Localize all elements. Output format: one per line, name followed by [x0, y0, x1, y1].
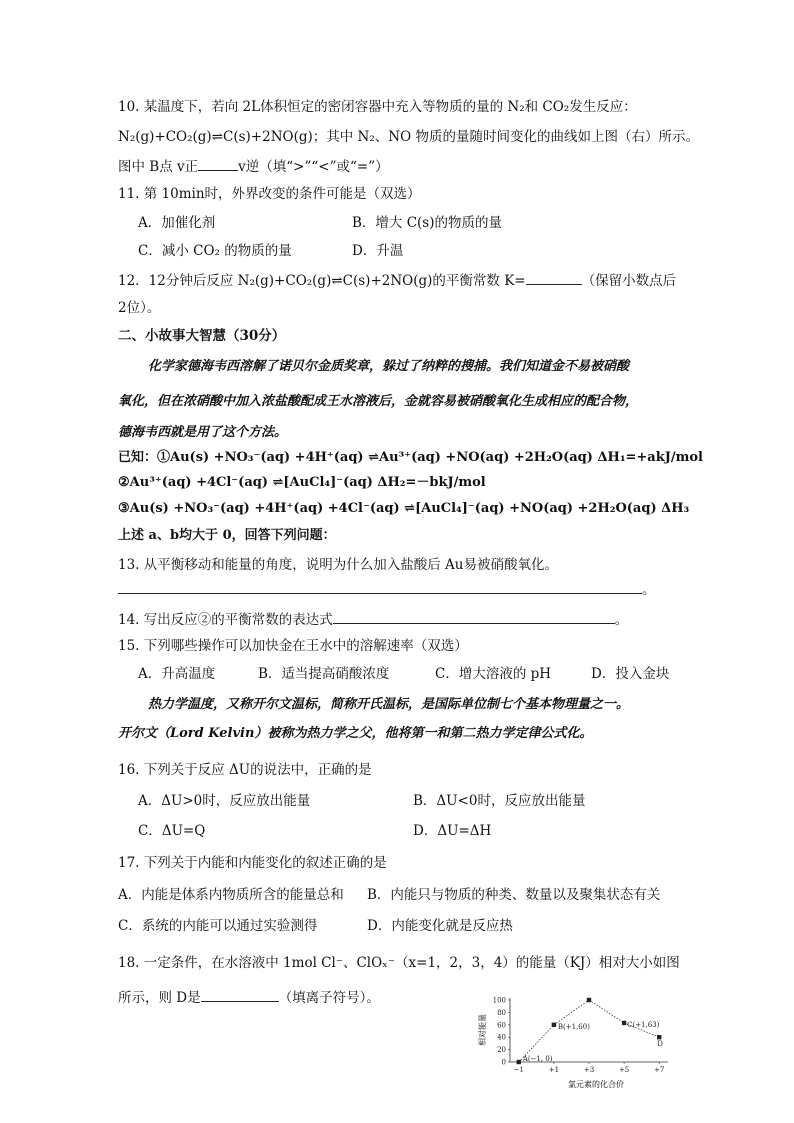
q15-option-d[interactable]: D．投入金块: [591, 666, 670, 682]
data-point-marker: [517, 1060, 521, 1064]
q14-line: [118, 609, 628, 630]
x-tick-label: −1: [513, 1066, 524, 1074]
story2-line1: 热力学温度，又称开尔文温标，简称开氏温标，是国际单位制七个基本物理量之一。: [148, 697, 630, 712]
q10-line3-b: v逆（填“>”“<”或“=”）: [238, 159, 389, 175]
data-point-marker: [657, 1035, 661, 1039]
q15-option-c[interactable]: C．增大溶液的 pH: [435, 666, 552, 682]
q14-end: 。: [614, 612, 629, 628]
q12-line1-a: 12．12分钟后反应 N₂(g)+CO₂(g)⇌C(s)+2NO(g)的平衡常数 K=: [118, 273, 526, 289]
q18-answer-blank[interactable]: [201, 987, 279, 1002]
known-note: 上述 a、b均大于 0，回答下列问题：: [118, 528, 336, 543]
q18-line1: 18. 一定条件，在水溶液中 1mol Cl⁻、ClOₓ⁻（x=1，2，3，4）的能量（KJ）相对大小如图: [118, 955, 680, 971]
q18-line2-b: （填离子符号）。: [278, 990, 380, 1006]
q12-line1: [118, 270, 676, 291]
series-segment: [554, 1000, 589, 1025]
q15-stem: 15. 下列哪些操作可以加快金在王水中的溶解速率（双选）: [118, 638, 468, 654]
q16-option-a[interactable]: A．ΔU>0时，反应放出能量: [138, 793, 311, 809]
q12-answer-blank[interactable]: [526, 270, 582, 285]
story2-line2: 开尔文（Lord Kelvin）被称为热力学之父，他将第一和第二热力学定律公式化。: [118, 726, 593, 741]
q11-stem: 11. 第 10min时，外界改变的条件可能是（双选）: [118, 186, 421, 202]
data-point-marker: [552, 1023, 556, 1027]
energy-chart: [476, 990, 676, 1090]
x-axis-label: 氯元素的化合价: [568, 1080, 624, 1089]
q16-option-b[interactable]: B．ΔU<0时，反应放出能量: [413, 793, 586, 809]
story1-line2: 氧化，但在浓硝酸中加入浓盐酸配成王水溶液后，金就容易被硝酸氧化生成相应的配合物，: [118, 394, 639, 409]
q14-answer-blank[interactable]: [333, 609, 615, 624]
x-tick-label: +3: [583, 1066, 595, 1074]
q13-answer-blank[interactable]: [118, 579, 642, 594]
q10-line2: N₂(g)+CO₂(g)⇌C(s)+2NO(g)；其中 N₂、NO 物质的量随时间变化的曲线如上图（右）所示。: [118, 129, 699, 145]
y-tick-label: 20: [497, 1046, 506, 1055]
q17-option-a[interactable]: A．内能是体系内物质所含的能量总和: [118, 887, 344, 903]
q11-option-c[interactable]: C．减小 CO₂ 的物质的量: [138, 243, 292, 259]
data-point-label: A(−1, 0): [522, 1055, 553, 1063]
q13-answer-line: [118, 579, 656, 600]
story1-line3: 德海韦西就是用了这个方法。: [118, 425, 288, 440]
q17-option-d[interactable]: D．内能变化就是反应热: [367, 918, 513, 934]
q12-line2: 2位）。: [118, 300, 161, 316]
x-tick-label: +7: [654, 1066, 665, 1074]
y-tick-label: 40: [497, 1033, 506, 1042]
q10-line3-a: 图中 B点 v正: [118, 159, 199, 175]
q16-option-d[interactable]: D．ΔU=ΔH: [413, 823, 492, 839]
q10-line1: 10. 某温度下，若向 2L体积恒定的密闭容器中充入等物质的量的 N₂和 CO₂发生反应：: [118, 99, 637, 115]
q11-option-d[interactable]: D．升温: [352, 243, 404, 259]
q17-option-c[interactable]: C．系统的内能可以通过实验测得: [118, 918, 318, 934]
q18-line2: [118, 987, 380, 1008]
y-tick-label: 0: [501, 1058, 506, 1067]
q10-answer-blank[interactable]: [198, 156, 238, 171]
data-point-label: C(+1,63): [627, 1020, 660, 1029]
known-reaction-3: ③Au(s) +NO₃⁻(aq) +4H⁺(aq) +4Cl⁻(aq) ⇌[AuCl₄]⁻(aq) +NO(aq) +2H₂O(aq) ΔH₃: [118, 501, 690, 516]
data-point-label: D: [657, 1040, 663, 1049]
q11-option-b[interactable]: B．增大 C(s)的物质的量: [352, 215, 503, 231]
data-point-marker: [622, 1021, 626, 1025]
y-tick-label: 60: [497, 1021, 506, 1030]
q13-end: 。: [642, 582, 656, 598]
chart-series: [517, 998, 664, 1064]
q13-stem: 13. 从平衡移动和能量的角度，说明为什么加入盐酸后 Au易被硝酸氧化。: [118, 557, 558, 573]
q17-option-b[interactable]: B．内能只与物质的种类、数量以及聚集状态有关: [367, 887, 661, 903]
q16-option-c[interactable]: C．ΔU=Q: [138, 823, 206, 839]
x-tick-label: +5: [618, 1066, 630, 1074]
q16-stem: 16. 下列关于反应 ΔU的说法中，正确的是: [118, 762, 372, 778]
y-axis-label: 相对能量: [478, 1014, 487, 1046]
q11-option-a[interactable]: A．加催化剂: [138, 215, 216, 231]
data-point-label: B(+1,60): [557, 1022, 590, 1031]
q17-stem: 17. 下列关于内能和内能变化的叙述正确的是: [118, 855, 387, 871]
y-tick-label: 80: [497, 1008, 506, 1017]
known-reaction-1: 已知：①Au(s) +NO₃⁻(aq) +4H⁺(aq) ⇌Au³⁺(aq) +NO(aq) +2H₂O(aq) ΔH₁=+akJ/mol: [118, 450, 703, 465]
x-tick-label: +1: [548, 1066, 560, 1074]
q18-line2-a: 所示，则 D是: [118, 990, 201, 1006]
q10-line3: [118, 156, 389, 177]
series-segment: [589, 1000, 624, 1023]
story1-line1: 化学家德海韦西溶解了诺贝尔金质奖章，躲过了纳粹的搜捕。我们知道金不易被硝酸: [148, 359, 630, 374]
known-reaction-2: ②Au³⁺(aq) +4Cl⁻(aq) ⇌[AuCl₄]⁻(aq) ΔH₂=－bkJ/mol: [118, 475, 486, 490]
q15-option-a[interactable]: A．升高温度: [138, 666, 216, 682]
y-tick-label: 100: [492, 996, 506, 1005]
q15-option-b[interactable]: B．适当提高硝酸浓度: [258, 666, 390, 682]
q12-line1-b: （保留小数点后: [581, 273, 677, 289]
section-title: 二、小故事大智慧（30分）: [118, 328, 286, 344]
data-point-marker: [587, 998, 591, 1002]
q14-stem: 14. 写出反应②的平衡常数的表达式: [118, 612, 333, 628]
